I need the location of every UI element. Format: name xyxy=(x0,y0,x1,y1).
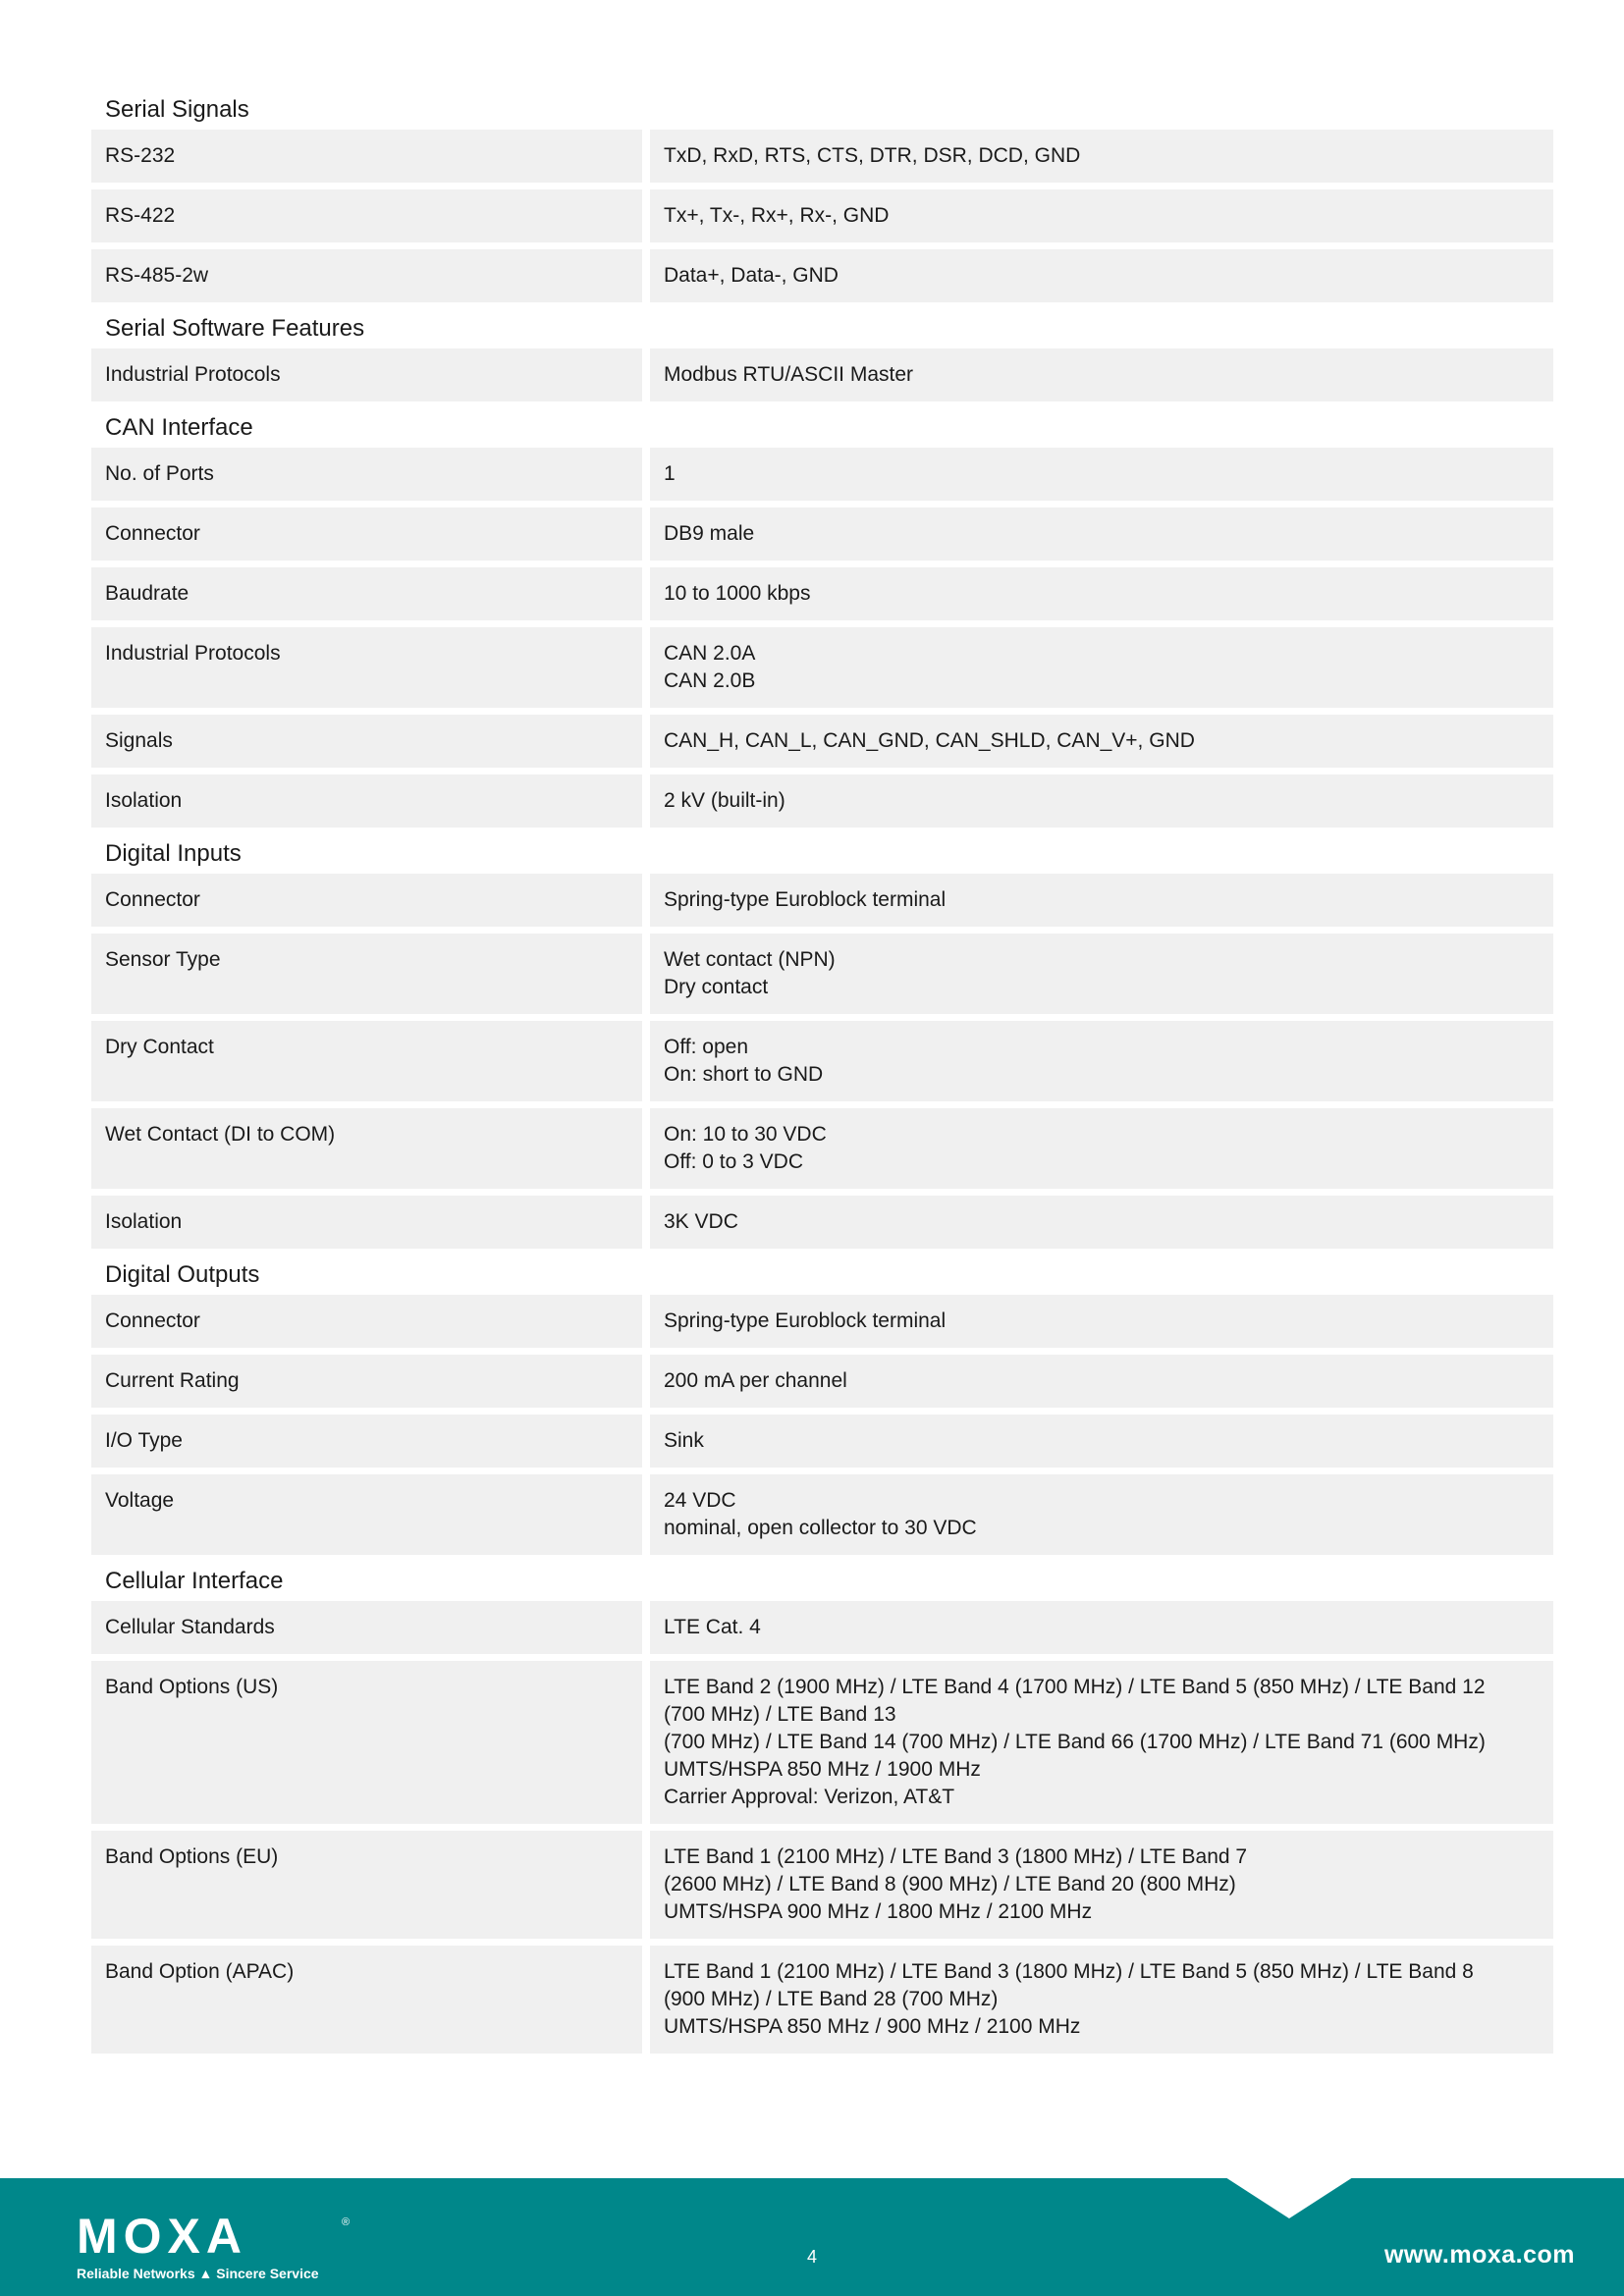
spec-row xyxy=(91,1601,1553,1654)
section-title: Serial Software Features xyxy=(105,315,365,342)
spec-value-line: Off: open xyxy=(664,1036,749,1058)
spec-section xyxy=(91,1562,1553,2054)
spec-value-line: DB9 male xyxy=(664,522,755,545)
spec-value xyxy=(650,189,1553,242)
spec-value-line: UMTS/HSPA 850 MHz / 1900 MHz xyxy=(664,1758,981,1781)
section-title: Digital Inputs xyxy=(105,840,242,867)
spec-row xyxy=(91,1661,1553,1824)
spec-label: RS-232 xyxy=(91,130,642,183)
spec-section xyxy=(91,1255,1553,1555)
spec-value-line: Data+, Data-, GND xyxy=(664,264,839,287)
spec-row xyxy=(91,715,1553,768)
logo-wordmark: MOXA xyxy=(77,2212,247,2264)
spec-label: Baudrate xyxy=(91,567,642,620)
spec-label: Wet Contact (DI to COM) xyxy=(91,1108,642,1189)
spec-label: Current Rating xyxy=(91,1355,642,1408)
spec-row xyxy=(91,1415,1553,1468)
page-number: 4 xyxy=(806,2247,817,2267)
spec-value xyxy=(650,1661,1553,1824)
spec-value-line: 200 mA per channel xyxy=(664,1369,847,1392)
spec-value-line: CAN 2.0A xyxy=(664,642,756,665)
spec-row xyxy=(91,874,1553,927)
spec-value-line: Wet contact (NPN) xyxy=(664,948,836,971)
spec-value xyxy=(650,627,1553,708)
spec-tables xyxy=(91,90,1553,2060)
spec-value-line: Sink xyxy=(664,1429,704,1452)
spec-value xyxy=(650,1196,1553,1249)
spec-label: Sensor Type xyxy=(91,934,642,1014)
page-footer xyxy=(0,2178,1624,2296)
spec-label: Band Options (EU) xyxy=(91,1831,642,1939)
spec-value-line: Tx+, Tx-, Rx+, Rx-, GND xyxy=(664,204,890,227)
spec-label: Isolation xyxy=(91,774,642,828)
registered-mark: ® xyxy=(342,2216,350,2228)
spec-row xyxy=(91,1946,1553,2054)
spec-value xyxy=(650,130,1553,183)
spec-label: Band Option (APAC) xyxy=(91,1946,642,2054)
spec-value-line: (700 MHz) / LTE Band 13 xyxy=(664,1703,896,1726)
spec-value-line: (2600 MHz) / LTE Band 8 (900 MHz) / LTE Band 20 (800 MHz) xyxy=(664,1873,1236,1896)
spec-value-line: Spring-type Euroblock terminal xyxy=(664,888,947,911)
spec-label: Connector xyxy=(91,874,642,927)
spec-section xyxy=(91,90,1553,302)
spec-row xyxy=(91,1108,1553,1189)
spec-row xyxy=(91,774,1553,828)
spec-row xyxy=(91,1295,1553,1348)
spec-label: Cellular Standards xyxy=(91,1601,642,1654)
spec-label: No. of Ports xyxy=(91,448,642,501)
spec-value-line: UMTS/HSPA 850 MHz / 900 MHz / 2100 MHz xyxy=(664,2015,1081,2038)
website-link[interactable]: www.moxa.com xyxy=(1383,2241,1575,2269)
footer-notch-shape xyxy=(1225,2177,1353,2220)
spec-value xyxy=(650,1601,1553,1654)
spec-value-line: CAN 2.0B xyxy=(664,669,756,692)
spec-value-line: (900 MHz) / LTE Band 28 (700 MHz) xyxy=(664,1988,999,2010)
spec-value xyxy=(650,874,1553,927)
spec-row xyxy=(91,934,1553,1014)
spec-value xyxy=(650,1295,1553,1348)
spec-value-line: LTE Band 2 (1900 MHz) / LTE Band 4 (1700 MHz) / LTE Band 5 (850 MHz) / LTE Band 12 xyxy=(664,1676,1486,1698)
spec-value-line: Off: 0 to 3 VDC xyxy=(664,1150,804,1173)
section-title: Digital Outputs xyxy=(105,1261,260,1288)
spec-label: RS-422 xyxy=(91,189,642,242)
spec-row xyxy=(91,249,1553,302)
spec-label: Connector xyxy=(91,507,642,561)
spec-value-line: On: 10 to 30 VDC xyxy=(664,1123,827,1146)
spec-label: I/O Type xyxy=(91,1415,642,1468)
spec-value xyxy=(650,1108,1553,1189)
spec-section xyxy=(91,834,1553,1249)
spec-label: Voltage xyxy=(91,1474,642,1555)
spec-value xyxy=(650,567,1553,620)
spec-row xyxy=(91,567,1553,620)
spec-value xyxy=(650,1946,1553,2054)
spec-value-line: Spring-type Euroblock terminal xyxy=(664,1309,947,1332)
spec-row xyxy=(91,130,1553,183)
spec-value xyxy=(650,715,1553,768)
spec-value xyxy=(650,507,1553,561)
spec-value-line: UMTS/HSPA 900 MHz / 1800 MHz / 2100 MHz xyxy=(664,1900,1093,1923)
spec-value-line: 2 kV (built-in) xyxy=(664,789,785,812)
spec-value-line: 3K VDC xyxy=(664,1210,738,1233)
spec-row xyxy=(91,1831,1553,1939)
section-title: Cellular Interface xyxy=(105,1568,284,1594)
spec-value-line: LTE Band 1 (2100 MHz) / LTE Band 3 (1800 MHz) / LTE Band 5 (850 MHz) / LTE Band 8 xyxy=(664,1960,1474,1983)
spec-row xyxy=(91,348,1553,401)
spec-label: Dry Contact xyxy=(91,1021,642,1101)
section-title: CAN Interface xyxy=(105,414,253,441)
spec-value xyxy=(650,1415,1553,1468)
spec-row xyxy=(91,627,1553,708)
spec-label: Connector xyxy=(91,1295,642,1348)
spec-value xyxy=(650,774,1553,828)
spec-label: Signals xyxy=(91,715,642,768)
spec-value-line: Dry contact xyxy=(664,976,769,998)
spec-value-line: 24 VDC xyxy=(664,1489,736,1512)
spec-value-line: nominal, open collector to 30 VDC xyxy=(664,1517,977,1539)
spec-value xyxy=(650,934,1553,1014)
spec-row xyxy=(91,1196,1553,1249)
spec-value xyxy=(650,1021,1553,1101)
spec-value-line: 10 to 1000 kbps xyxy=(664,582,811,605)
spec-value-line: LTE Band 1 (2100 MHz) / LTE Band 3 (1800 MHz) / LTE Band 7 xyxy=(664,1845,1248,1868)
spec-value xyxy=(650,249,1553,302)
spec-value xyxy=(650,1355,1553,1408)
spec-value-line: CAN_H, CAN_L, CAN_GND, CAN_SHLD, CAN_V+, GND xyxy=(664,729,1195,752)
spec-value-line: LTE Cat. 4 xyxy=(664,1616,761,1638)
spec-value-line: On: short to GND xyxy=(664,1063,824,1086)
spec-row xyxy=(91,507,1553,561)
spec-label: Industrial Protocols xyxy=(91,627,642,708)
spec-value xyxy=(650,348,1553,401)
spec-row xyxy=(91,1355,1553,1408)
spec-label: RS-485-2w xyxy=(91,249,642,302)
spec-value xyxy=(650,448,1553,501)
spec-section xyxy=(91,408,1553,828)
logo-tagline: Reliable Networks ▲ Sincere Service xyxy=(77,2266,319,2281)
spec-row xyxy=(91,189,1553,242)
section-title: Serial Signals xyxy=(105,96,249,123)
spec-section xyxy=(91,309,1553,401)
spec-label: Isolation xyxy=(91,1196,642,1249)
spec-value-line: 1 xyxy=(664,462,676,485)
spec-row xyxy=(91,1474,1553,1555)
spec-row xyxy=(91,1021,1553,1101)
spec-label: Band Options (US) xyxy=(91,1661,642,1824)
spec-value-line: TxD, RxD, RTS, CTS, DTR, DSR, DCD, GND xyxy=(664,144,1081,167)
spec-value-line: Modbus RTU/ASCII Master xyxy=(664,363,914,386)
spec-value xyxy=(650,1474,1553,1555)
spec-value-line: (700 MHz) / LTE Band 14 (700 MHz) / LTE Band 66 (1700 MHz) / LTE Band 71 (600 MHz) xyxy=(664,1731,1486,1753)
spec-row xyxy=(91,448,1553,501)
spec-value-line: Carrier Approval: Verizon, AT&T xyxy=(664,1786,955,1808)
spec-label: Industrial Protocols xyxy=(91,348,642,401)
spec-value xyxy=(650,1831,1553,1939)
